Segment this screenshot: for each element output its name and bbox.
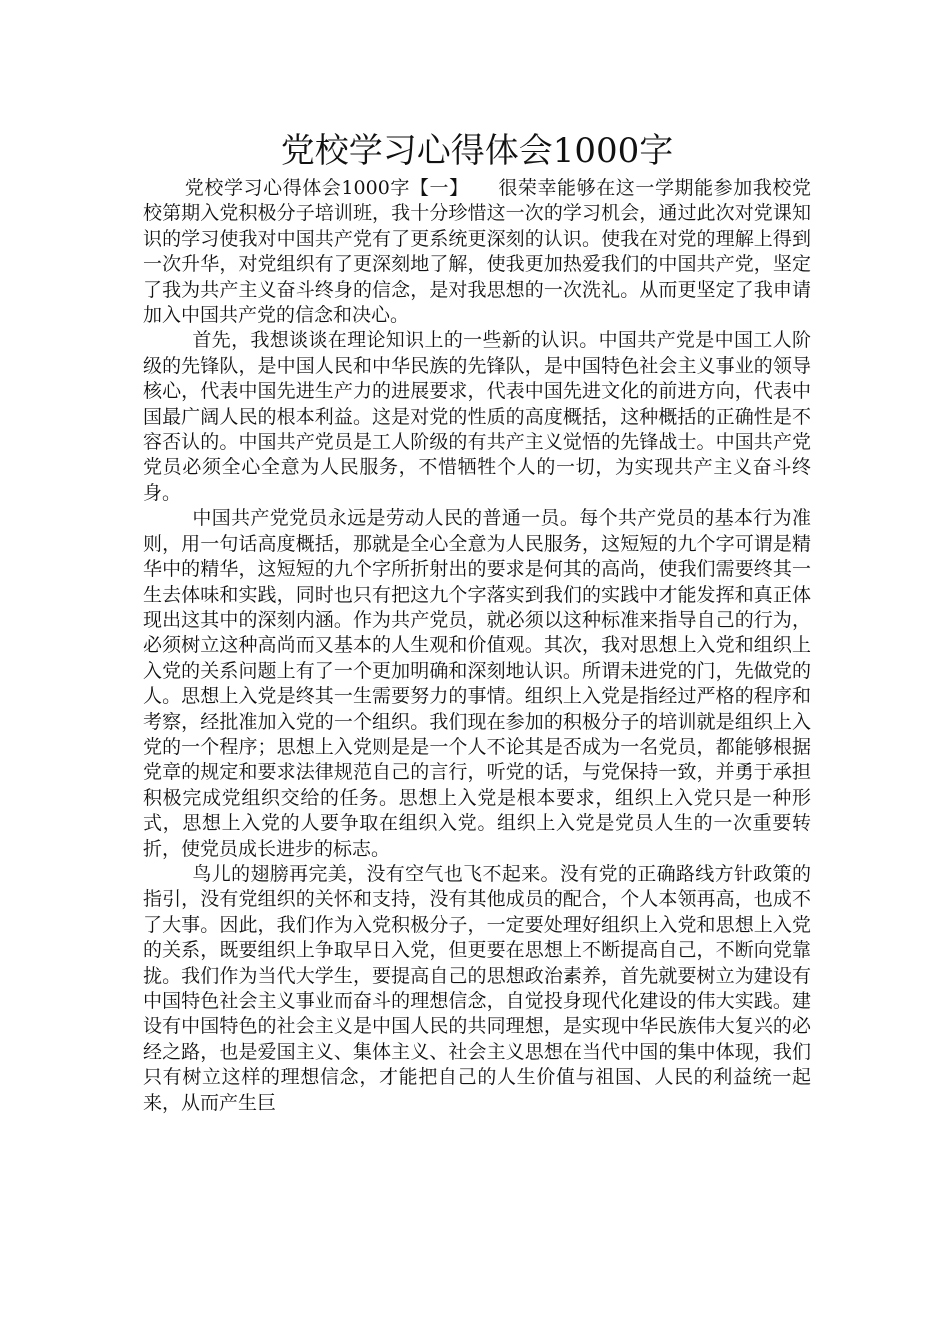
paragraph-theory: 首先，我想谈谈在理论知识上的一些新的认识。中国共产党是中国工人阶级的先锋队，是中国人民和中华民族的先锋队，是中国特色社会主义事业的领导核心，代表中国先进生产力的进展要求，代表中国先进文化的前进方向，代表中国最广阔人民的根本利益。这是对党的性质的高度概括，这种概括的正确性是不容否认的。中国共产党员是工人阶级的有共产主义觉悟的先锋战士。中国共产党党员必须全心全意为人民服务，不惜牺牲个人的一切，为实现共产主义奋斗终身。 — [143, 329, 811, 504]
document-title: 党校学习心得体会1000字 — [280, 131, 674, 171]
paragraph-party-member: 中国共产党党员永远是劳动人民的普通一员。每个共产党员的基本行为准则，用一句话高度概括，那就是全心全意为人民服务，这短短的九个字可谓是精华中的精华，这短短的九个字所折射出的要求是何其的高尚，使我们需要终其一生去体味和实践，同时也只有把这九个字落实到我们的实践中才能发挥和真正体现出这其中的深刻内涵。作为共产党员，就必须以这种标准来指导自己的行为，必须树立这种高尚而又基本的人生观和价值观。其次，我对思想上入党和组织上入党的关系问题上有了一个更加明确和深刻地认识。所谓未进党的门，先做党的人。思想上入党是终其一生需要努力的事情。组织上入党是指经过严格的程序和考察，经批准加入党的一个组织。我们现在参加的积极分子的培训就是组织上入党的一个程序；思想上入党则是是一个人不论其是否成为一名党员，都能够根据党章的规定和要求法律规范自己的言行，听党的话，与党保持一致，并勇于承担积极完成党组织交给的任务。思想上入党是根本要求，组织上入党只是一种形式，思想上入党的人要争取在组织入党。组织上入党是党员人生的一次重要转折，使党员成长进步的标志。 — [143, 507, 811, 860]
paragraph-intro: 党校学习心得体会1000字【一】 很荣幸能够在这一学期能参加我校党校第期入党积极分子培训班，我十分珍惜这一次的学习机会，通过此次对党课知识的学习使我对中国共产党有了更系统更深刻的认识。使我在对党的理解上得到一次升华，对党组织有了更深刻地了解，使我更加热爱我们的中国共产党，坚定了我为共产主义奋斗终身的信念，是对我思想的一次洗礼。从而更坚定了我申请加入中国共产党的信念和决心。 — [143, 177, 811, 327]
paragraph-bird-wings: 鸟儿的翅膀再完美，没有空气也飞不起来。没有党的正确路线方针政策的指引，没有党组织的关怀和支持，没有其他成员的配合，个人本领再高，也成不了大事。因此，我们作为入党积极分子，一定要处理好组织上入党和思想上入党的关系，既要组织上争取早日入党，但更要在思想上不断提高自己，不断向党靠拢。我们作为当代大学生，要提高自己的思想政治素养，首先就要树立为建设有中国特色社会主义事业而奋斗的理想信念，自觉投身现代化建设的伟大实践。建设有中国特色的社会主义是中国人民的共同理想，是实现中华民族伟大复兴的必经之路，也是爱国主义、集体主义、社会主义思想在当代中国的集中体现，我们只有树立这样的理想信念，才能把自己的人生价值与祖国、人民的利益统一起来，从而产生巨 — [143, 862, 811, 1114]
document-page — [143, 126, 811, 1116]
